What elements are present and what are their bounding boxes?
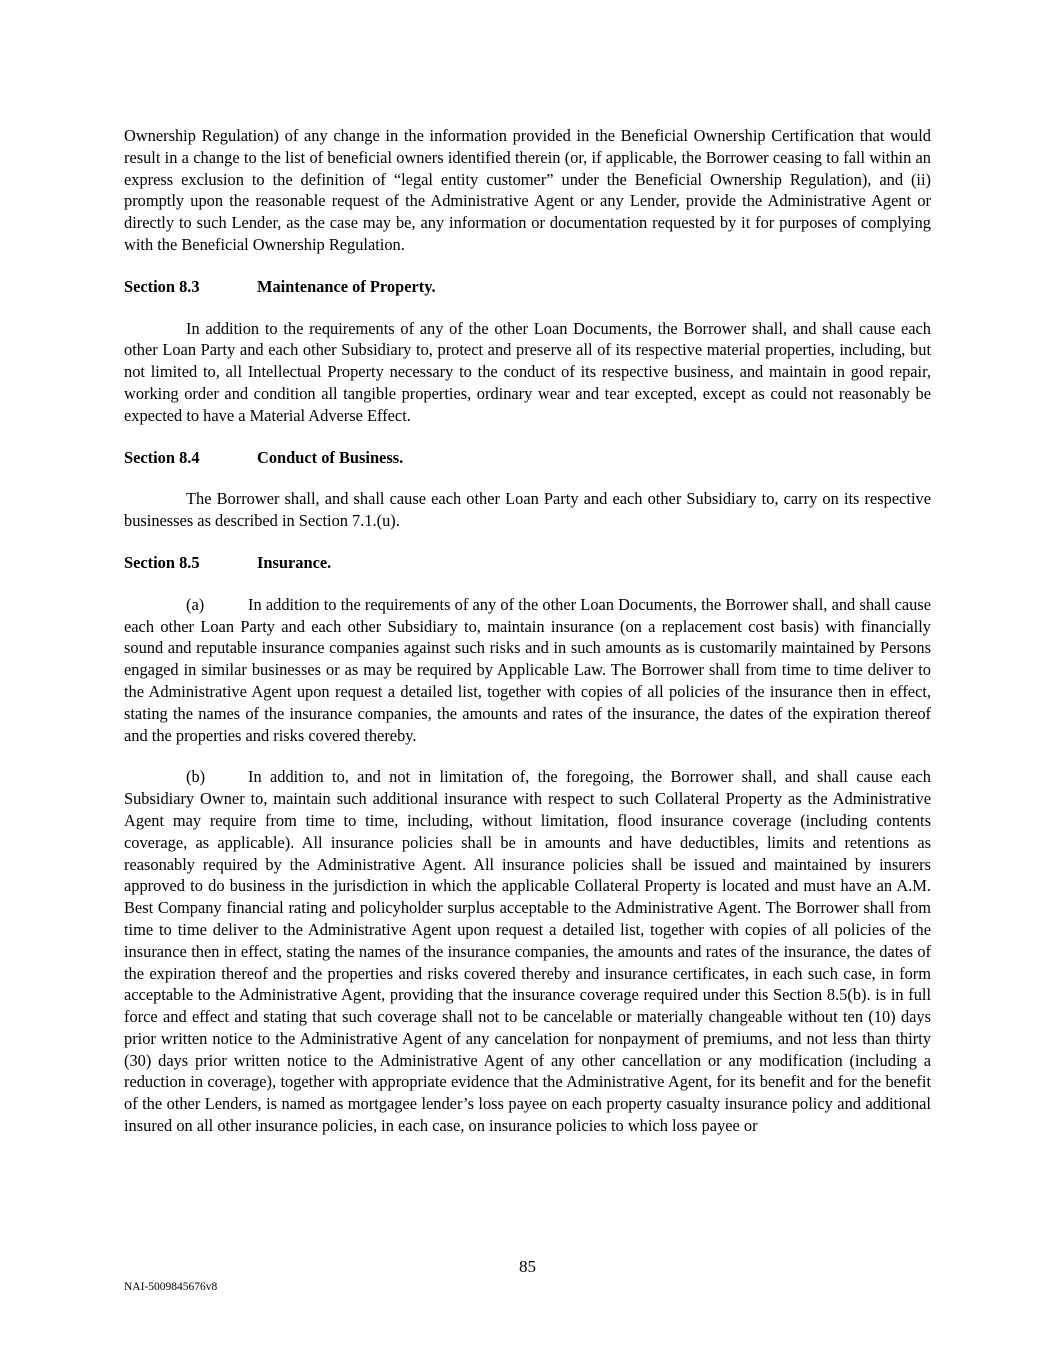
section-number: Section 8.4 [124,447,200,467]
document-body [124,125,931,1137]
section-number: Section 8.5 [124,552,200,572]
section-8-4-body: The Borrower shall, and shall cause each other Loan Party and each other Subsidiary to, carry on its respective businesses as described in Section 7.1.(u). [124,489,931,531]
section-heading-8-4 [124,447,931,469]
section-title: Insurance. [257,552,332,572]
opening-paragraph: Ownership Regulation) of any change in the information provided in the Beneficial Ownership Certification that would result in a change to the list of beneficial owners identified therein (or, if applicable, the Borrower ceasing to fall within an express exclusion to the definition of “legal entity customer” under the Beneficial Ownership Regulation), and (ii) promptly upon the reasonable request of the Administrative Agent or any Lender, provide the Administrative Agent or directly to such Lender, as the case may be, any information or documentation requested by it for purposes of complying with the Beneficial Ownership Regulation. [124,126,931,254]
section-title: Conduct of Business. [257,447,404,467]
page-number: 85 [519,1257,536,1276]
section-heading-8-5 [124,552,931,574]
item-text: In addition to, and not in limitation of, the foregoing, the Borrower shall, and shall cause each Subsidiary Owner to, maintain such additional insurance with respect to such Collateral Property as the Administrative Agent may require from time to time, including, without limitation, flood insurance coverage (including contents coverage, as applicable). All insurance policies shall be in amounts and have deductibles, limits and retentions as reasonably required by the Administrative Agent. All insurance policies shall be issued and maintained by insurers approved to do business in the jurisdiction in which the applicable Collateral Property is located and must have an A.M. Best Company financial rating and policyholder surplus acceptable to the Administrative Agent. The Borrower shall from time to time deliver to the Administrative Agent upon request a detailed list, together with copies of all policies of the insurance then in effect, stating the names of the insurance companies, the amounts and rates of the insurance, the dates of the expiration thereof and the properties and risks covered thereby and insurance certificates, in each such case, in form acceptable to the Administrative Agent, providing that the insurance coverage required under this Section 8.5(b). is in full force and effect and stating that such coverage shall not to be cancelable or materially changeable without ten (10) days prior written notice to the Administrative Agent of any cancelation for nonpayment of premiums, and not less than thirty (30) days prior written notice to the Administrative Agent of any other cancellation or any modification (including a reduction in coverage), together with appropriate evidence that the Administrative Agent, for its benefit and for the benefit of the other Lenders, is named as mortgagee lender’s loss payee on each property casualty insurance policy and additional insured on all other insurance policies, in each case, on insurance policies to which loss payee or [124,767,931,1136]
item-label: (b) [186,767,206,787]
section-heading-8-3 [124,276,931,298]
document-id: NAI-5009845676v8 [124,1281,218,1293]
section-number: Section 8.3 [124,276,200,296]
section-title: Maintenance of Property. [257,276,436,296]
section-8-5-item-a [124,594,931,747]
section-8-3-body: In addition to the requirements of any of the other Loan Documents, the Borrower shall, and shall cause each other Loan Party and each other Subsidiary to, protect and preserve all of its respective material properties, including, but not limited to, all Intellectual Property necessary to the conduct of its respective business, and maintain in good repair, working order and condition all tangible properties, ordinary wear and tear excepted, except as could not reasonably be expected to have a Material Adverse Effect. [124,318,931,425]
section-8-5-item-b [124,766,931,1137]
item-label: (a) [186,594,205,614]
item-text: In addition to the requirements of any of the other Loan Documents, the Borrower shall, and shall cause each other Loan Party and each other Subsidiary to, maintain insurance (on a replacement cost basis) with financially sound and reputable insurance companies against such risks and in such amounts as is customarily maintained by Persons engaged in similar businesses or as may be required by Applicable Law. The Borrower shall from time to time deliver to the Administrative Agent upon request a detailed list, together with copies of all policies of the insurance then in effect, stating the names of the insurance companies, the amounts and rates of the insurance, the dates of the expiration thereof and the properties and risks covered thereby. [124,594,931,745]
